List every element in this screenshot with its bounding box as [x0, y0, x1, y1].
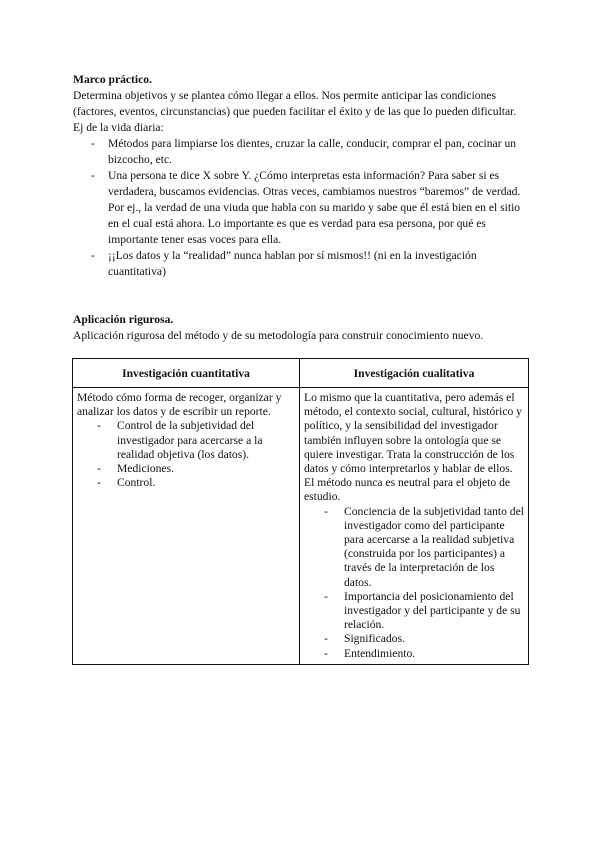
list-item: - Una persona te dice X sobre Y. ¿Cómo interpretas esta información? Para saber si es verdadera, buscamos evidencias. Otras veces, cambiamos nuestros “baremos” de verdad. Por ej., la verdad de una viuda que habla con su marido y sabe que él está bien en el sitio en el cual está ahora. Lo importante es que es verdad para esa persona, por qué es importante tener esas voces para ella.	[73, 168, 533, 248]
marco-practico-section	[73, 72, 533, 280]
list-item: - Entendimiento.	[304, 647, 524, 661]
example-label: Ej de la vida diaria:	[73, 121, 164, 134]
cuantitativa-text: Método cómo forma de recoger, organizar y analizar los datos y de escribir un reporte.	[77, 391, 282, 419]
aplicacion-rigurosa-heading: Aplicación rigurosa.	[73, 313, 174, 326]
marco-practico-heading: Marco práctico.	[73, 73, 152, 86]
comparison-table	[72, 358, 529, 665]
marco-practico-intro: Determina objetivos y se plantea cómo llegar a ellos. Nos permite anticipar las condiciones (factores, eventos, circunstancias) que pueden facilitar el éxito y de las que lo pueden dificultar.	[73, 89, 517, 118]
aplicacion-rigurosa-section	[73, 312, 533, 344]
cell-cuantitativa	[73, 388, 300, 665]
table-header-row	[73, 359, 529, 388]
aplicacion-rigurosa-text: Aplicación rigurosa del método y de su metodología para construir conocimiento nuevo.	[73, 329, 484, 342]
list-item: - Importancia del posicionamiento del investigador y del participante y de su relación.	[304, 590, 524, 633]
list-item: - Métodos para limpiarse los dientes, cruzar la calle, conducir, comprar el pan, cocinar un bizcocho, etc.	[73, 136, 533, 168]
list-item: - Control de la subjetividad del investigador para acercarse a la realidad objetiva (los datos).	[77, 419, 295, 462]
header-cuantitativa: Investigación cuantitativa	[73, 359, 300, 388]
cell-cualitativa	[300, 388, 529, 665]
cualitativa-list	[304, 505, 524, 661]
example-list	[73, 136, 533, 280]
list-item: - Mediciones.	[77, 462, 295, 476]
cuantitativa-list	[77, 419, 295, 490]
header-cualitativa: Investigación cualitativa	[300, 359, 529, 388]
list-item: - Significados.	[304, 632, 524, 646]
list-item: - Control.	[77, 476, 295, 490]
table-row	[73, 388, 529, 665]
cualitativa-text: Lo mismo que la cuantitativa, pero además el método, el contexto social, cultural, histórico y político, y la sensibilidad del investigador también influyen sobre la ontología que se quiere investigar. Trata la construcción de los datos y cómo interpretarlos y hablar de ellos. El método nunca es neutral para el objeto de estudio.	[304, 391, 522, 504]
list-item: - Conciencia de la subjetividad tanto del investigador como del participante para acercarse a la realidad subjetiva (construida por los participantes) a través de la interpretación de los datos.	[304, 505, 524, 590]
list-item: - ¡¡Los datos y la “realidad” nunca hablan por sí mismos!! (ni en la investigación cuantitativa)	[73, 248, 533, 280]
